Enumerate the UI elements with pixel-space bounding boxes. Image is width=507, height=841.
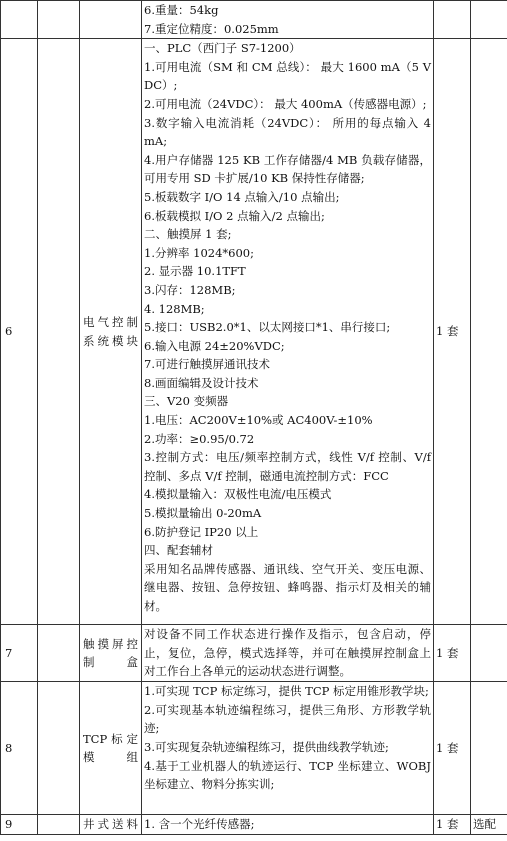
desc-line: 二、触摸屏 1 套;: [144, 227, 232, 242]
row-number: 9: [1, 815, 38, 835]
row-description: [142, 815, 434, 835]
row-number: [1, 1, 38, 39]
desc-line: 一、PLC（西门子 S7-1200）: [144, 41, 301, 56]
blank-cell: [38, 625, 80, 682]
desc-line: 对设备不同工作状态进行操作及指示，包含启动，停止，复位，急停，模式选择等，并可在触摸屏控制盒上对工作台上各单元的运动状态进行调整。: [144, 627, 431, 679]
row-note: [471, 1, 507, 39]
desc-line: 6.输入电源 24±20%VDC;: [144, 338, 285, 353]
row-name: TCP标定模组: [80, 682, 142, 815]
table-row: [1, 815, 507, 835]
blank-cell: [38, 39, 80, 625]
row-note: [471, 625, 507, 682]
desc-line: 5.模拟量输出 0-20mA: [144, 506, 262, 521]
row-quantity: 1 套: [434, 682, 471, 815]
desc-line: 2. 显示器 10.1TFT: [144, 264, 246, 279]
desc-line: 5.接口：USB2.0*1、以太网接口*1、串行接口;: [144, 320, 391, 335]
desc-line: 4.模拟量输入：双极性电流/电压模式: [144, 487, 332, 502]
row-description: [142, 682, 434, 815]
desc-line: 2.可实现基本轨迹编程练习，提供三角形、方形教学轨迹;: [144, 702, 431, 736]
desc-line: 4.用户存储器 125 KB 工作存储器/4 MB 负载存储器，可用专用 SD 卡扩展/10 KB 保持性存储器;: [144, 152, 431, 186]
row-quantity: [434, 1, 471, 39]
desc-line: 7.重定位精度：0.025mm: [144, 21, 279, 36]
desc-line: 1. 含一个光纤传感器;: [144, 817, 255, 832]
row-name: [80, 1, 142, 39]
table-row: [1, 39, 507, 625]
desc-line: 4. 128MB;: [144, 301, 205, 316]
desc-line: 三、V20 变频器: [144, 394, 229, 409]
row-name: 电气控制系统模块: [80, 39, 142, 625]
table-row: [1, 682, 507, 815]
row-description: [142, 625, 434, 682]
desc-line: 2.可用电流（24VDC）： 最大 400mA（传感器电源）;: [144, 96, 427, 111]
row-note: [471, 682, 507, 815]
row-note: 选配: [471, 815, 507, 835]
desc-line: 6.板载模拟 I/O 2 点输入/2 点输出;: [144, 208, 325, 223]
desc-line: 1.可用电流（SM 和 CM 总线）： 最大 1600 mA（5 V DC）;: [144, 59, 435, 93]
row-description: [142, 1, 434, 39]
row-quantity: 1 套: [434, 815, 471, 835]
desc-line: 5.板载数字 I/O 14 点输入/10 点输出;: [144, 189, 340, 204]
desc-line: 四、配套辅材: [144, 543, 213, 558]
desc-line: 6.防护登记 IP20 以上: [144, 524, 259, 539]
table-row: [1, 625, 507, 682]
desc-line: 6.重量：54kg: [144, 3, 219, 17]
row-description: [142, 39, 434, 625]
desc-line: 7.可进行触摸屏通讯技术: [144, 357, 270, 372]
desc-line: 8.画面编辑及设计技术: [144, 375, 259, 390]
desc-line: 3.可实现复杂轨迹编程练习，提供曲线教学轨迹;: [144, 739, 389, 754]
row-number: 8: [1, 682, 38, 815]
desc-line: 2.功率：≥0.95/0.72: [144, 431, 255, 446]
desc-line: 3.数字输入电流消耗（24VDC）： 所用的每点输入 4 mA;: [144, 115, 435, 149]
desc-line: 1.电压：AC200V±10%或 AC400V-±10%: [144, 413, 373, 428]
row-number: 7: [1, 625, 38, 682]
blank-cell: [38, 1, 80, 39]
row-name: 井式送料: [80, 815, 142, 835]
desc-line: 3.闪存：128MB;: [144, 282, 236, 297]
desc-line: 4.基于工业机器人的轨迹运行、TCP 坐标建立、WOBJ 坐标建立、物料分拣实训;: [144, 758, 435, 792]
table-row: [1, 1, 507, 39]
desc-line: 采用知名品牌传感器、通讯线、空气开关、变压电源、继电器、按钮、急停按钮、蜂鸣器、指示灯及相关的辅材。: [144, 561, 431, 613]
desc-line: 1.可实现 TCP 标定练习，提供 TCP 标定用锥形教学块;: [144, 684, 429, 699]
row-quantity: 1 套: [434, 39, 471, 625]
blank-cell: [38, 682, 80, 815]
row-quantity: 1 套: [434, 625, 471, 682]
row-number: 6: [1, 39, 38, 625]
desc-line: 1.分辨率 1024*600;: [144, 245, 254, 260]
row-name: 触摸屏控制盒: [80, 625, 142, 682]
blank-cell: [38, 815, 80, 835]
desc-line: 3.控制方式：电压/频率控制方式，线性 V/f 控制、V/f 控制、多点 V/f 控制，磁通电流控制方式：FCC: [144, 450, 435, 483]
row-note: [471, 39, 507, 625]
